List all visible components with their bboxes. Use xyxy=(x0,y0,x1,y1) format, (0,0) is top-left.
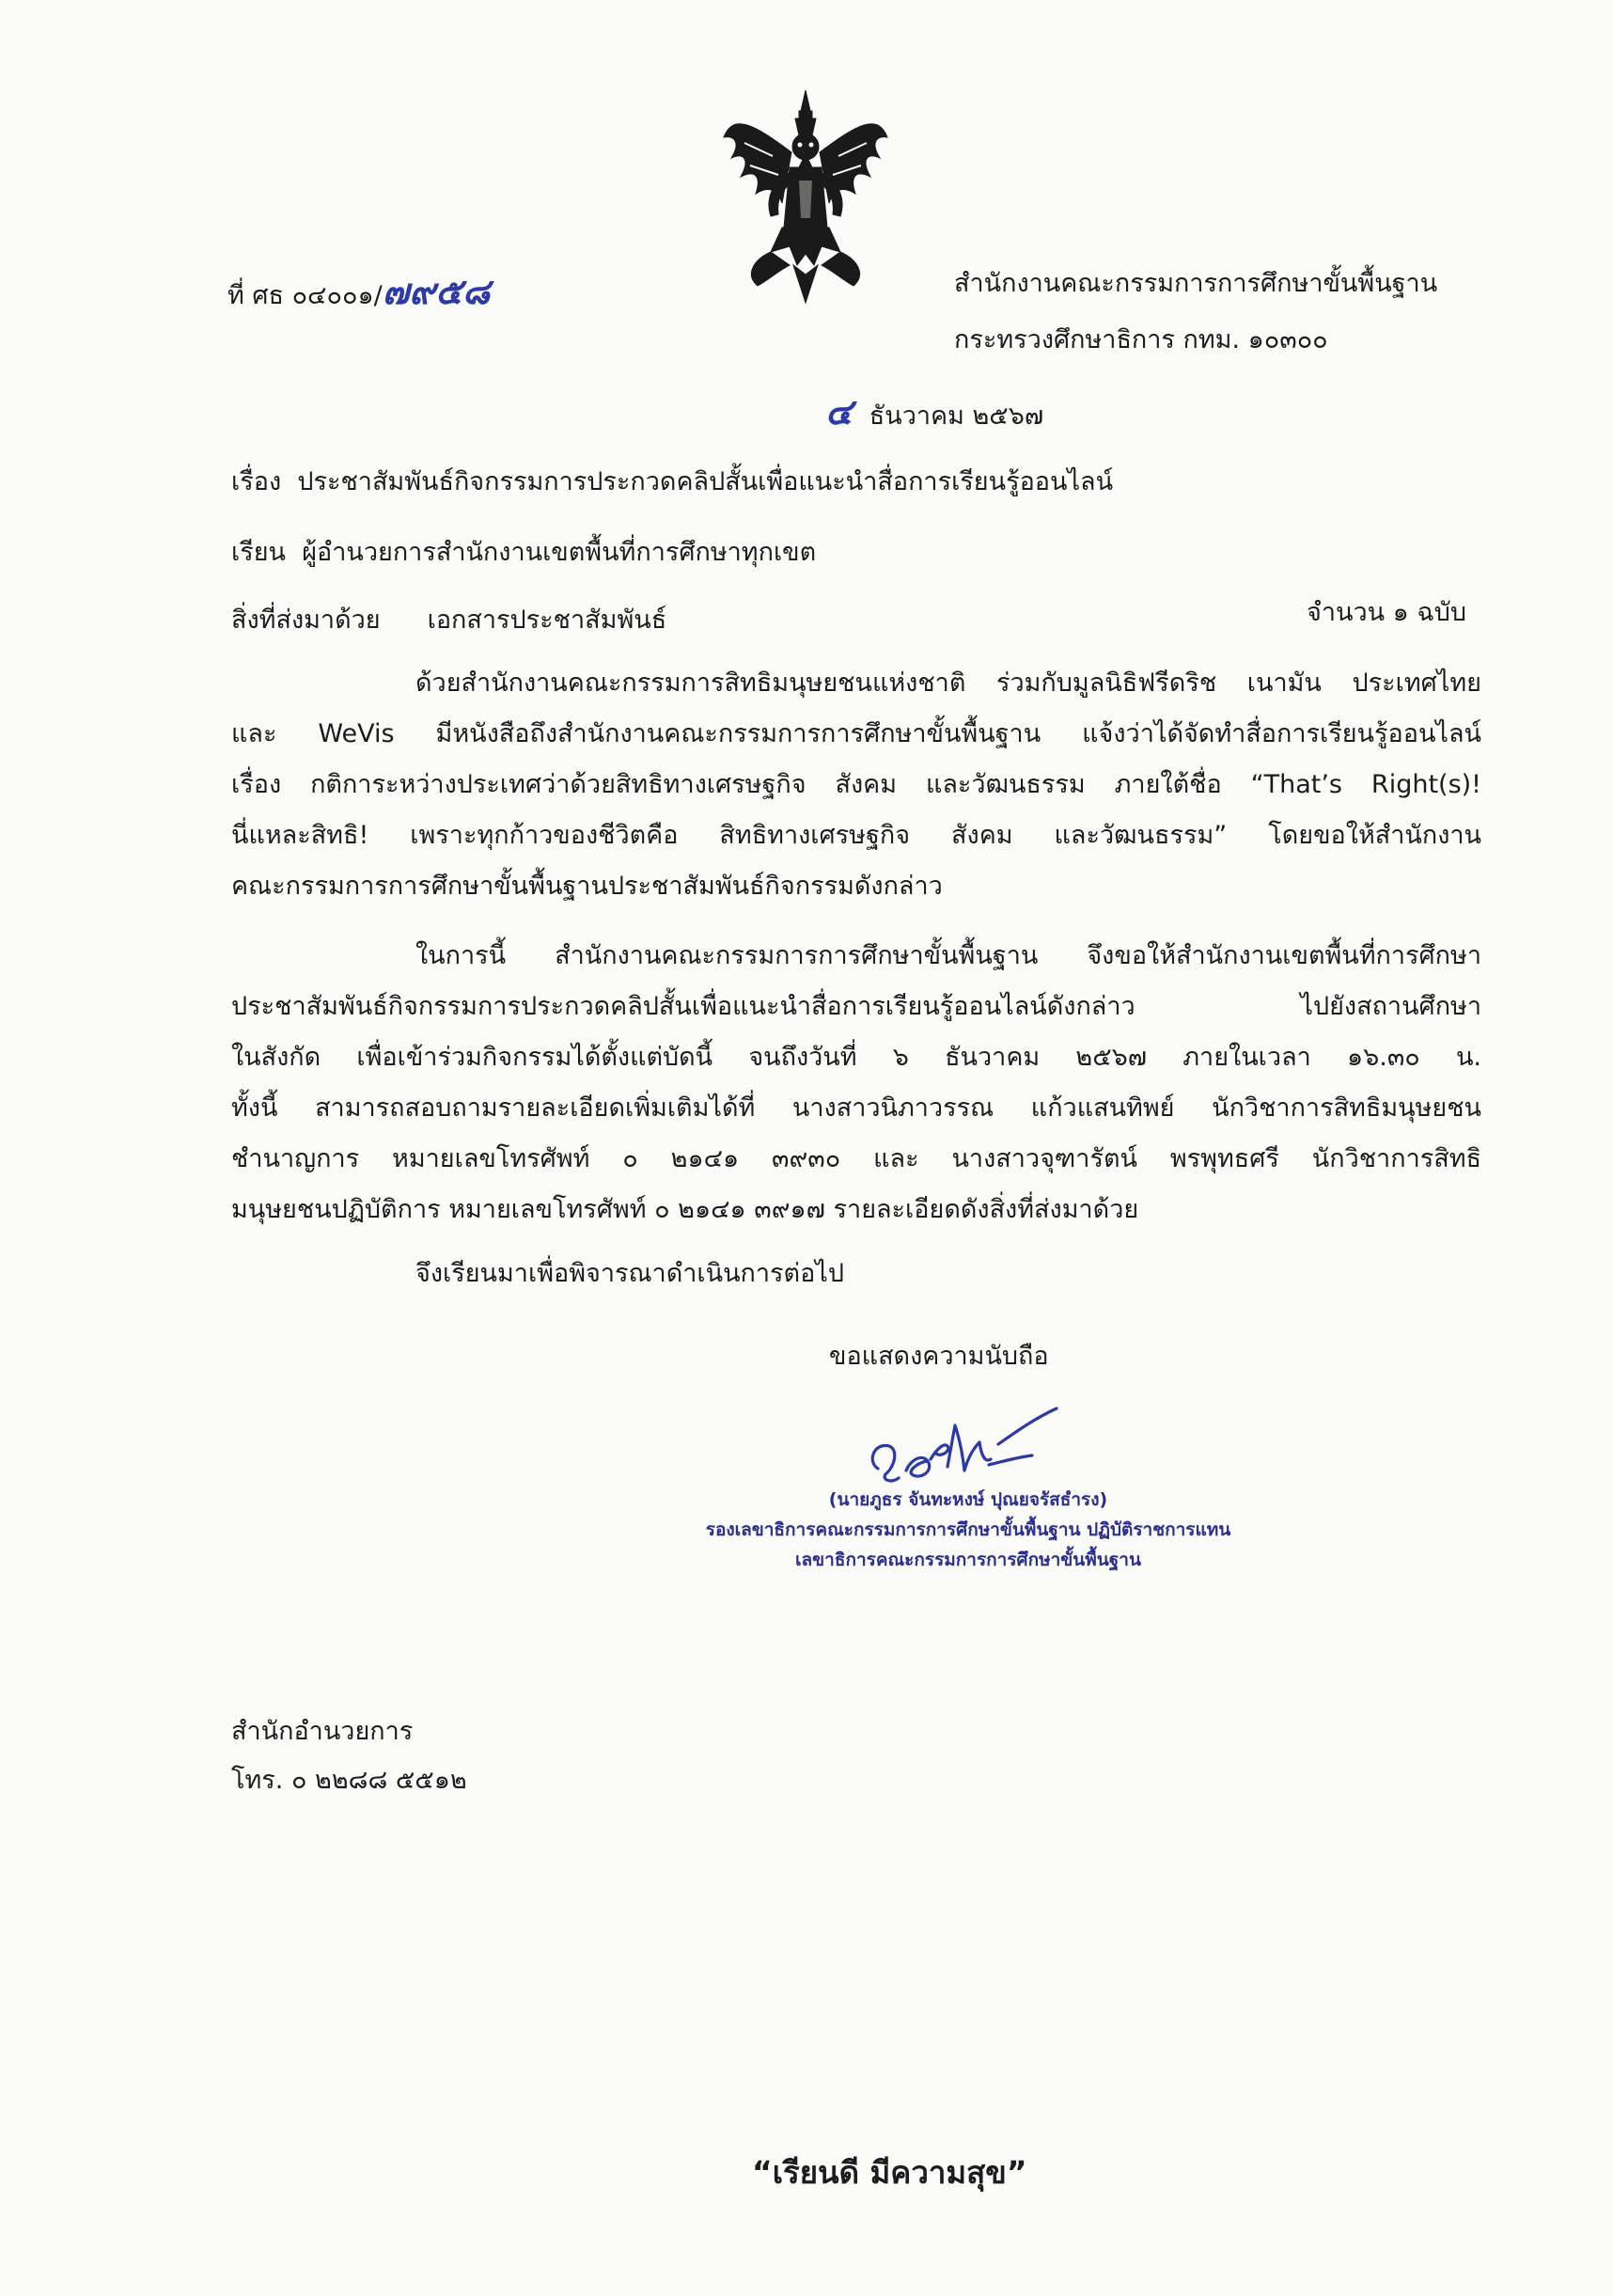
signatory-name: (นายภูธร จันทะหงษ์ ปุณยจรัสธำรง) xyxy=(828,1489,1108,1510)
department-phone: โทร. ๐ ๒๒๘๘ ๕๕๑๒ xyxy=(231,1766,467,1795)
subject-label: เรื่อง xyxy=(231,467,282,496)
paragraph-line: และ WeVis มีหนังสือถึงสำนักงานคณะกรรมการการศึกษาขั้นพื้นฐาน แจ้งว่าได้จัดทำสื่อการเรียนรู้ออนไลน์ xyxy=(231,719,1481,748)
paragraph-line: เรื่อง กติการะหว่างประเทศว่าด้วยสิทธิทางเศรษฐกิจ สังคม และวัฒนธรรม ภายใต้ชื่อ “That’s Right(s)! xyxy=(231,770,1481,799)
paragraph-line: ในสังกัด เพื่อเข้าร่วมกิจกรรมได้ตั้งแต่บัดนี้ จนถึงวันที่ ๖ ธันวาคม ๒๕๖๗ ภายในเวลา ๑๖.๓๐ น. xyxy=(231,1043,1481,1072)
paragraph-line: นี่แหละสิทธิ! เพราะทุกก้าวของชีวิตคือ สิทธิทางเศรษฐกิจ สังคม และวัฒนธรรม” โดยขอให้สำนักงาน xyxy=(231,821,1481,850)
regards-line: ขอแสดงความนับถือ xyxy=(829,1342,1049,1371)
reference-number xyxy=(227,270,491,315)
closing-sentence: จึงเรียนมาเพื่อพิจารณาดำเนินการต่อไป xyxy=(415,1259,845,1288)
paragraph-line: มนุษยชนปฏิบัติการ หมายเลขโทรศัพท์ ๐ ๒๑๔๑ ๓๙๑๗ รายละเอียดดังสิ่งที่ส่งมาด้วย xyxy=(231,1195,1139,1224)
addressee-line xyxy=(231,534,816,572)
enclosure-line xyxy=(231,602,666,639)
subject-text: ประชาสัมพันธ์กิจกรรมการประกวดคลิปสั้นเพื่อแนะนำสื่อการเรียนรู้ออนไลน์ xyxy=(297,467,1114,496)
addressee-label: เรียน xyxy=(231,538,287,567)
signatory-position-2: เลขาธิการคณะกรรมการการศึกษาขั้นพื้นฐาน xyxy=(795,1549,1141,1570)
paragraph-line: ทั้งนี้ สามารถสอบถามรายละเอียดเพิ่มเติมได้ที่ นางสาวนิภาวรรณ แก้วแสนทิพย์ นักวิชาการสิทธิมนุษยชน xyxy=(231,1093,1481,1123)
paragraph-line: คณะกรรมการการศึกษาขั้นพื้นฐานประชาสัมพันธ์กิจกรรมดังกล่าว xyxy=(231,872,943,901)
date-day-handwritten: ๔ xyxy=(825,390,853,432)
body-paragraph-1 xyxy=(231,658,1481,912)
motto: “เรียนดี มีความสุข” xyxy=(752,2154,1027,2191)
paragraph-line: ชำนาญการ หมายเลขโทรศัพท์ ๐ ๒๑๔๑ ๓๙๓๐ และ นางสาวจุฑารัตน์ พรพุทธศรี นักวิชาการสิทธิ xyxy=(231,1144,1481,1173)
department-name: สำนักอำนวยการ xyxy=(231,1717,414,1746)
office-name: สำนักงานคณะกรรมการการศึกษาขั้นพื้นฐาน xyxy=(954,269,1438,298)
signatory-position-1: รองเลขาธิการคณะกรรมการการศึกษาขั้นพื้นฐาน ปฏิบัติราชการแทน xyxy=(705,1519,1231,1540)
reference-label: ที่ ศธ ๐๔๐๐๑/ xyxy=(227,281,383,310)
enclosure-label: สิ่งที่ส่งมาด้วย xyxy=(231,605,381,635)
addressee-text: ผู้อำนวยการสำนักงานเขตพื้นที่การศึกษาทุกเขต xyxy=(302,538,817,567)
office-address: กระทรวงศึกษาธิการ กทม. ๑๐๓๐๐ xyxy=(954,325,1328,354)
date-month-year: ธันวาคม ๒๕๖๗ xyxy=(869,401,1044,431)
paragraph-line: ในการนี้ สำนักงานคณะกรรมการการศึกษาขั้นพื้นฐาน จึงขอให้สำนักงานเขตพื้นที่การศึกษา xyxy=(415,941,1481,970)
letter-date xyxy=(825,390,1044,435)
garuda-emblem-icon xyxy=(716,86,895,305)
paragraph-line: ด้วยสำนักงานคณะกรรมการสิทธิมนุษยชนแห่งชาติ ร่วมกับมูลนิธิฟรีดริช เนามัน ประเทศไทย xyxy=(415,668,1481,698)
enclosure-count: จำนวน ๑ ฉบับ xyxy=(1307,598,1467,627)
paragraph-line: ประชาสัมพันธ์กิจกรรมการประกวดคลิปสั้นเพื่อแนะนำสื่อการเรียนรู้ออนไลน์ดังกล่าว ไปยังสถานศึกษา xyxy=(231,992,1481,1021)
reference-handwritten-number: ๗๙๕๘ xyxy=(382,270,491,312)
enclosure-text: เอกสารประชาสัมพันธ์ xyxy=(427,605,667,635)
subject-line xyxy=(231,464,1113,501)
body-paragraph-2 xyxy=(231,931,1481,1235)
